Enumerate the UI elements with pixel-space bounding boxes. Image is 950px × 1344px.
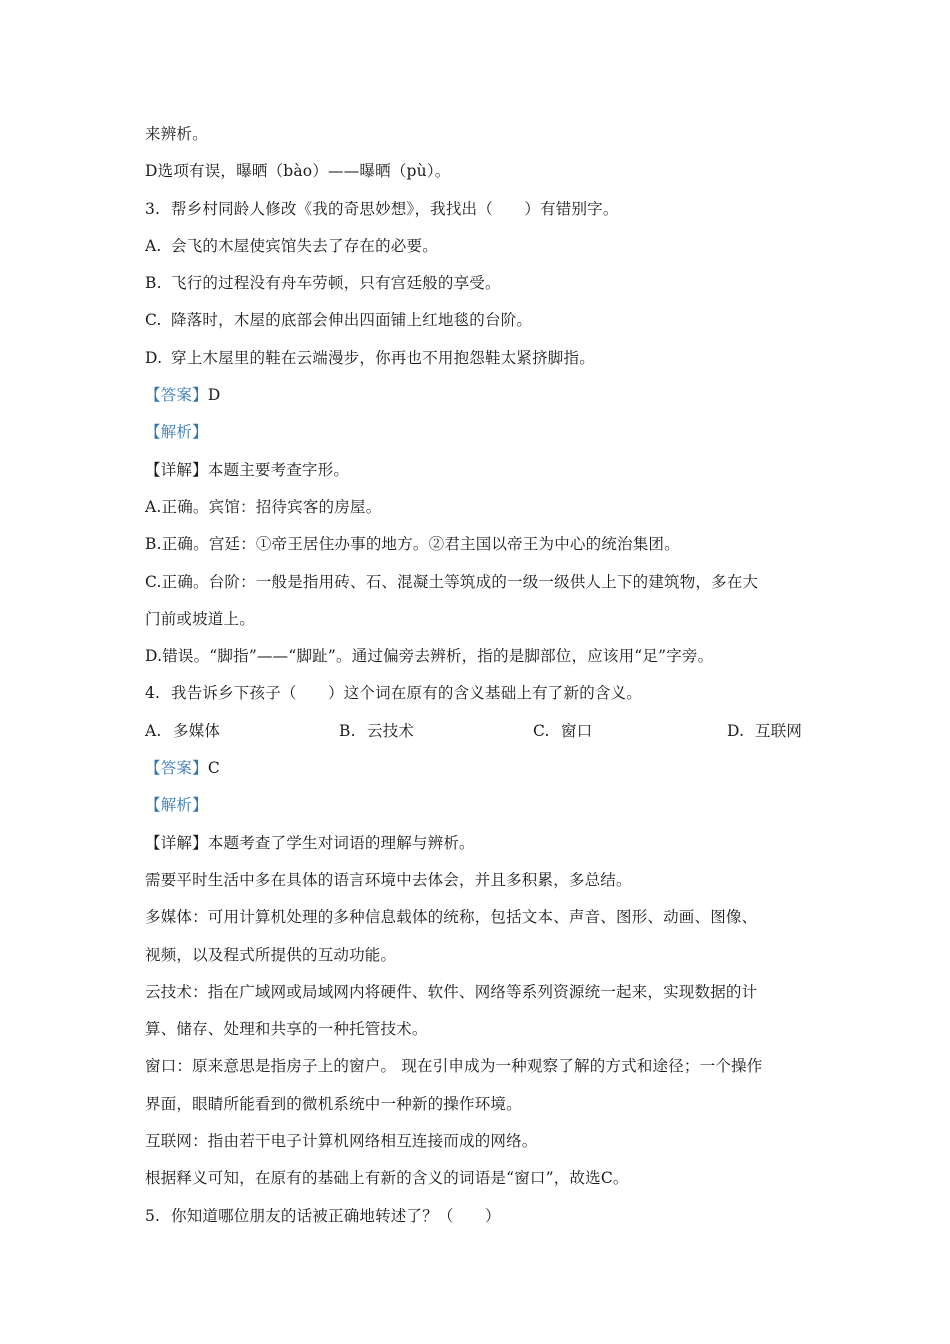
option-text: 窗口 [561, 721, 593, 740]
analysis-tag: 【解析】 [145, 423, 208, 442]
answer-line [145, 377, 810, 414]
detail-line [145, 452, 810, 489]
detail-line [145, 825, 810, 862]
option-text: 互联网 [755, 721, 803, 740]
option-c [533, 713, 727, 750]
analysis-line [145, 414, 810, 451]
answer-tag: 【答案】 [145, 386, 208, 405]
option-letter: C. [145, 311, 162, 330]
option-letter: B. [145, 274, 162, 293]
detail-tag: 【详解】 [145, 460, 208, 479]
text-line: D选项有误，曝晒（bào）——曝晒（pù）。 [145, 162, 451, 181]
question-5-stem [145, 1198, 810, 1235]
explain-line: 视频，以及程式所提供的互动功能。 [145, 945, 397, 964]
option-row [145, 713, 810, 750]
explain-line: 界面，眼睛所能看到的微机系统中一种新的操作环境。 [145, 1094, 522, 1113]
explain-line: 根据释义可知，在原有的基础上有新的含义的词语是“窗口”，故选C。 [145, 1169, 629, 1188]
question-4-stem [145, 675, 810, 712]
question-number: 4. [145, 684, 161, 703]
explain-line: 多媒体：可用计算机处理的多种信息载体的统称，包括文本、声音、图形、动画、图像、 [145, 908, 758, 927]
explain-line: B.正确。宫廷：①帝王居住办事的地方。②君主国以帝王为中心的统治集团。 [145, 535, 680, 554]
explain-line: 互联网：指由若干电子计算机网络相互连接而成的网络。 [145, 1132, 538, 1151]
detail-text: 本题考查了学生对词语的理解与辨析。 [207, 833, 475, 852]
answer-tag: 【答案】 [145, 759, 208, 778]
option-letter: D. [727, 721, 745, 740]
option-letter: D. [145, 348, 163, 367]
analysis-line [145, 787, 810, 824]
question-number: 5. [145, 1206, 161, 1225]
analysis-tag: 【解析】 [145, 796, 208, 815]
option-letter: A. [145, 236, 162, 255]
answer-value: D [207, 386, 221, 405]
explain-line: 窗口：原来意思是指房子上的窗户。 现在引申成为一种观察了解的方式和途径；一个操作 [145, 1057, 763, 1076]
option-d [727, 713, 802, 750]
detail-tag: 【详解】 [145, 833, 208, 852]
detail-text: 本题主要考查字形。 [207, 460, 350, 479]
question-text: 帮乡村同龄人修改《我的奇思妙想》，我找出（ ）有错别字。 [171, 199, 619, 218]
explain-line: 算、储存、处理和共享的一种托管技术。 [145, 1020, 428, 1039]
option-text: 飞行的过程没有舟车劳顿，只有宫廷般的享受。 [171, 274, 501, 293]
option-c [145, 302, 810, 339]
explain-line: 云技术：指在广域网或局域网内将硬件、软件、网络等系列资源统一起来，实现数据的计 [145, 982, 758, 1001]
question-number: 3. [145, 199, 161, 218]
option-text: 会飞的木屋使宾馆失去了存在的必要。 [171, 236, 438, 255]
answer-line [145, 750, 810, 787]
option-b [145, 265, 810, 302]
explain-line: D.错误。“脚指”——“脚趾”。通过偏旁去辨析，指的是脚部位，应该用“足”字旁。 [145, 647, 714, 666]
explain-line: 需要平时生活中多在具体的语言环境中去体会，并且多积累，多总结。 [145, 870, 632, 889]
option-text: 穿上木屋里的鞋在云端漫步，你再也不用抱怨鞋太紧挤脚指。 [171, 348, 595, 367]
document-page [145, 116, 810, 1235]
option-text: 多媒体 [173, 721, 221, 740]
explain-line: A.正确。宾馆：招待宾客的房屋。 [145, 497, 382, 516]
option-letter: C. [533, 721, 550, 740]
explain-line: C.正确。台阶：一般是指用砖、石、混凝土等筑成的一级一级供人上下的建筑物，多在大 [145, 572, 759, 591]
option-letter: A. [145, 721, 162, 740]
text-line: 来辨析。 [145, 125, 208, 143]
option-d [145, 340, 810, 377]
answer-value: C [207, 759, 220, 778]
option-letter: B. [339, 721, 356, 740]
question-text: 我告诉乡下孩子（ ）这个词在原有的含义基础上有了新的含义。 [171, 684, 643, 703]
question-3-stem [145, 191, 810, 228]
question-text: 你知道哪位朋友的话被正确地转述了？（ ） [171, 1206, 501, 1225]
option-a [145, 713, 339, 750]
option-b [339, 713, 533, 750]
option-text: 降落时，木屋的底部会伸出四面铺上红地毯的台阶。 [171, 311, 533, 330]
explain-line: 门前或坡道上。 [145, 609, 255, 628]
option-text: 云技术 [367, 721, 415, 740]
option-a [145, 228, 810, 265]
